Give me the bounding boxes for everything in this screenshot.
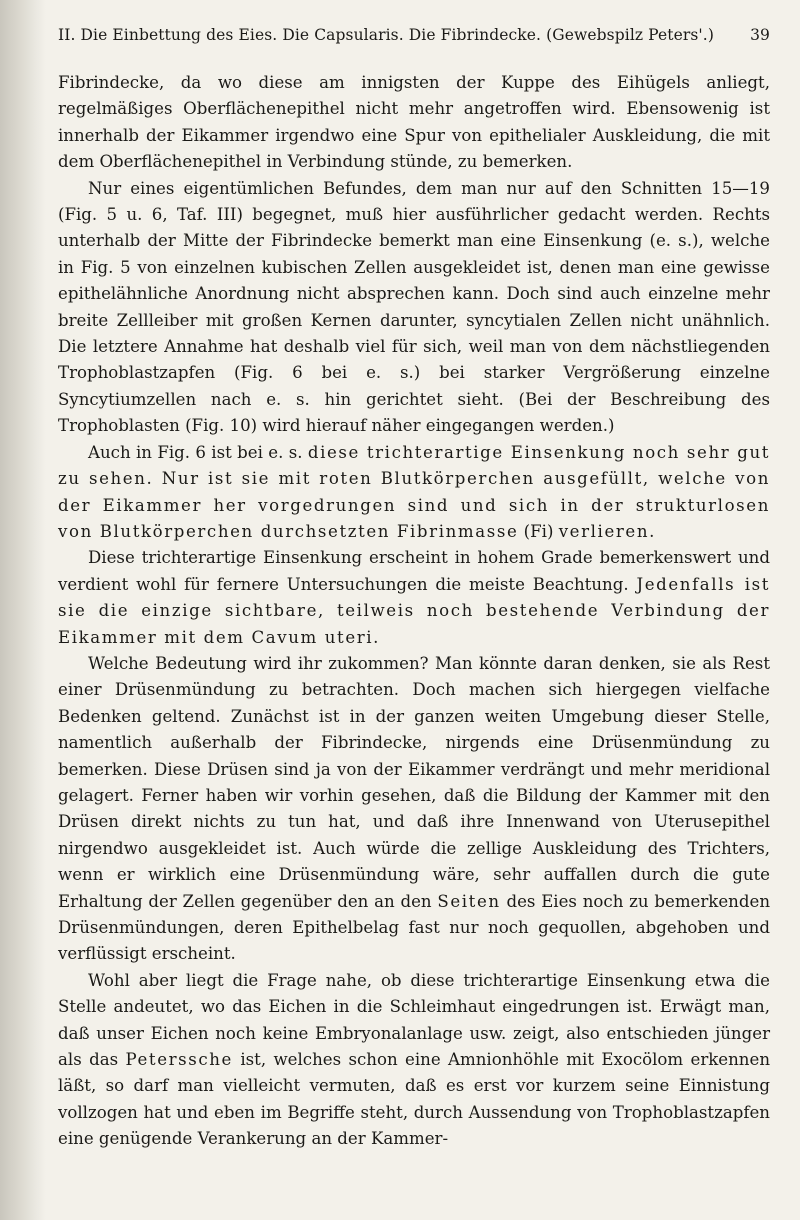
paragraph [58,968,770,1153]
paragraph [58,545,770,651]
spaced-emphasis-text: Peterssche [125,1050,233,1070]
spaced-emphasis-text: Jedenfalls ist sie die einzige sichtbare, teilweis noch bestehende Verbindung der Eikammer mit dem Cavum uteri. [58,574,770,647]
running-title: II. Die Einbettung des Eies. Die Capsularis. Die Fibrindecke. (Gewebspilz Peters'.) [58,26,714,44]
page-number: 39 [750,26,770,44]
running-header [58,26,770,44]
text-run: (Fi) [518,521,559,541]
spaced-emphasis-text: Seiten [437,891,501,911]
paragraph [58,440,770,546]
body-text [58,70,770,1153]
text-run: Wohl aber liegt die Frage nahe, ob diese trichterartige Einsenkung etwa die Stelle andeutet, wo das Eichen in die Schleimhaut eingedrungen ist. Erwägt man, daß unser Eichen noch keine Embryonalanlage usw. zeigt, also entschieden jünger als das [58,970,770,1070]
text-run: ist, welches schon eine Amnionhöhle mit Exocölom erkennen läßt, so darf man vielleicht vermuten, daß es erst vor kurzem seine Einnistung vollzogen hat und eben im Begriffe steht, durch Aussendung von Trophoblastzapfen eine genügende Verankerung an der Kammer- [58,1050,771,1149]
text-run: Auch in Fig. 6 ist bei e. s. [88,442,308,462]
text-run: des Eies noch zu bemerkenden Drüsenmündungen, deren Epithelbelag fast nur noch gequollen, abgehoben und verflüssigt erscheint. [58,891,771,964]
spaced-emphasis-text: verlieren. [558,521,656,541]
spaced-emphasis-text: diese trichterartige Einsenkung noch sehr gut zu sehen. Nur ist sie mit roten Blutkörperchen ausgefüllt, welche von der Eikammer her vorgedrungen sind und sich in der strukturlosen von Blutkörperchen durchsetzten Fibrinmasse [58,442,770,541]
text-run: Nur eines eigentümlichen Befundes, dem man nur auf den Schnitten 15—19 (Fig. 5 u. 6, Taf. III) begegnet, muß hier ausführlicher gedacht werden. Rechts unterhalb der Mitte der Fibrindecke bemerkt man eine Einsenkung (e. s.), welche in Fig. 5 von einzelnen kubischen Zellen ausgekleidet ist, denen man eine gewisse epithelähnliche Anordnung nicht absprechen kann. Doch sind auch einzelne mehr breite Zellleiber mit großen Kernen darunter, syncytialen Zellen nicht unähnlich. Die letztere Annahme hat deshalb viel für sich, weil man von dem nächstliegenden Trophoblastzapfen (Fig. 6 bei e. s.) bei starker Vergrößerung einzelne Syncytiumzellen nach e. s. hin gerichtet sieht. (Bei der Beschreibung des Trophoblasten (Fig. 10) wird hierauf näher eingegangen werden.) [58,178,770,436]
text-run: Welche Bedeutung wird ihr zukommen? Man könnte daran denken, sie als Rest einer Drüsenmündung zu betrachten. Doch machen sich hiergegen vielfache Bedenken geltend. Zunächst ist in der ganzen weiten Umgebung dieser Stelle, namentlich außerhalb der Fibrindecke, nirgends eine Drüsenmündung zu bemerken. Diese Drüsen sind ja von der Eikammer verdrängt und mehr meridional gelagert. Ferner haben wir vorhin gesehen, daß die Bildung der Kammer mit den Drüsen direkt nichts zu tun hat, und daß ihre Innenwand von Uterusepithel nirgendwo ausgekleidet ist. Auch würde die zellige Auskleidung des Trichters, wenn er wirklich eine Drüsenmündung wäre, sehr auffallen durch die gute Erhaltung der Zellen gegenüber den an den [58,653,770,911]
text-run: Fibrindecke, da wo diese am innigsten der Kuppe des Eihügels anliegt, regelmäßiges Oberflächenepithel nicht mehr angetroffen wird. Ebensowenig ist innerhalb der Eikammer irgendwo eine Spur von epithelialer Auskleidung, die mit dem Oberflächenepithel in Verbindung stünde, zu bemerken. [58,73,770,172]
document-page [58,26,770,1153]
paragraph [58,70,770,176]
paragraph [58,176,770,440]
paragraph [58,651,770,968]
book-spine-shadow [0,0,46,1220]
text-run: Diese trichterartige Einsenkung erscheint in hohem Grade bemerkenswert und verdient wohl für fernere Untersuchungen die meiste Beachtung. [58,548,770,594]
